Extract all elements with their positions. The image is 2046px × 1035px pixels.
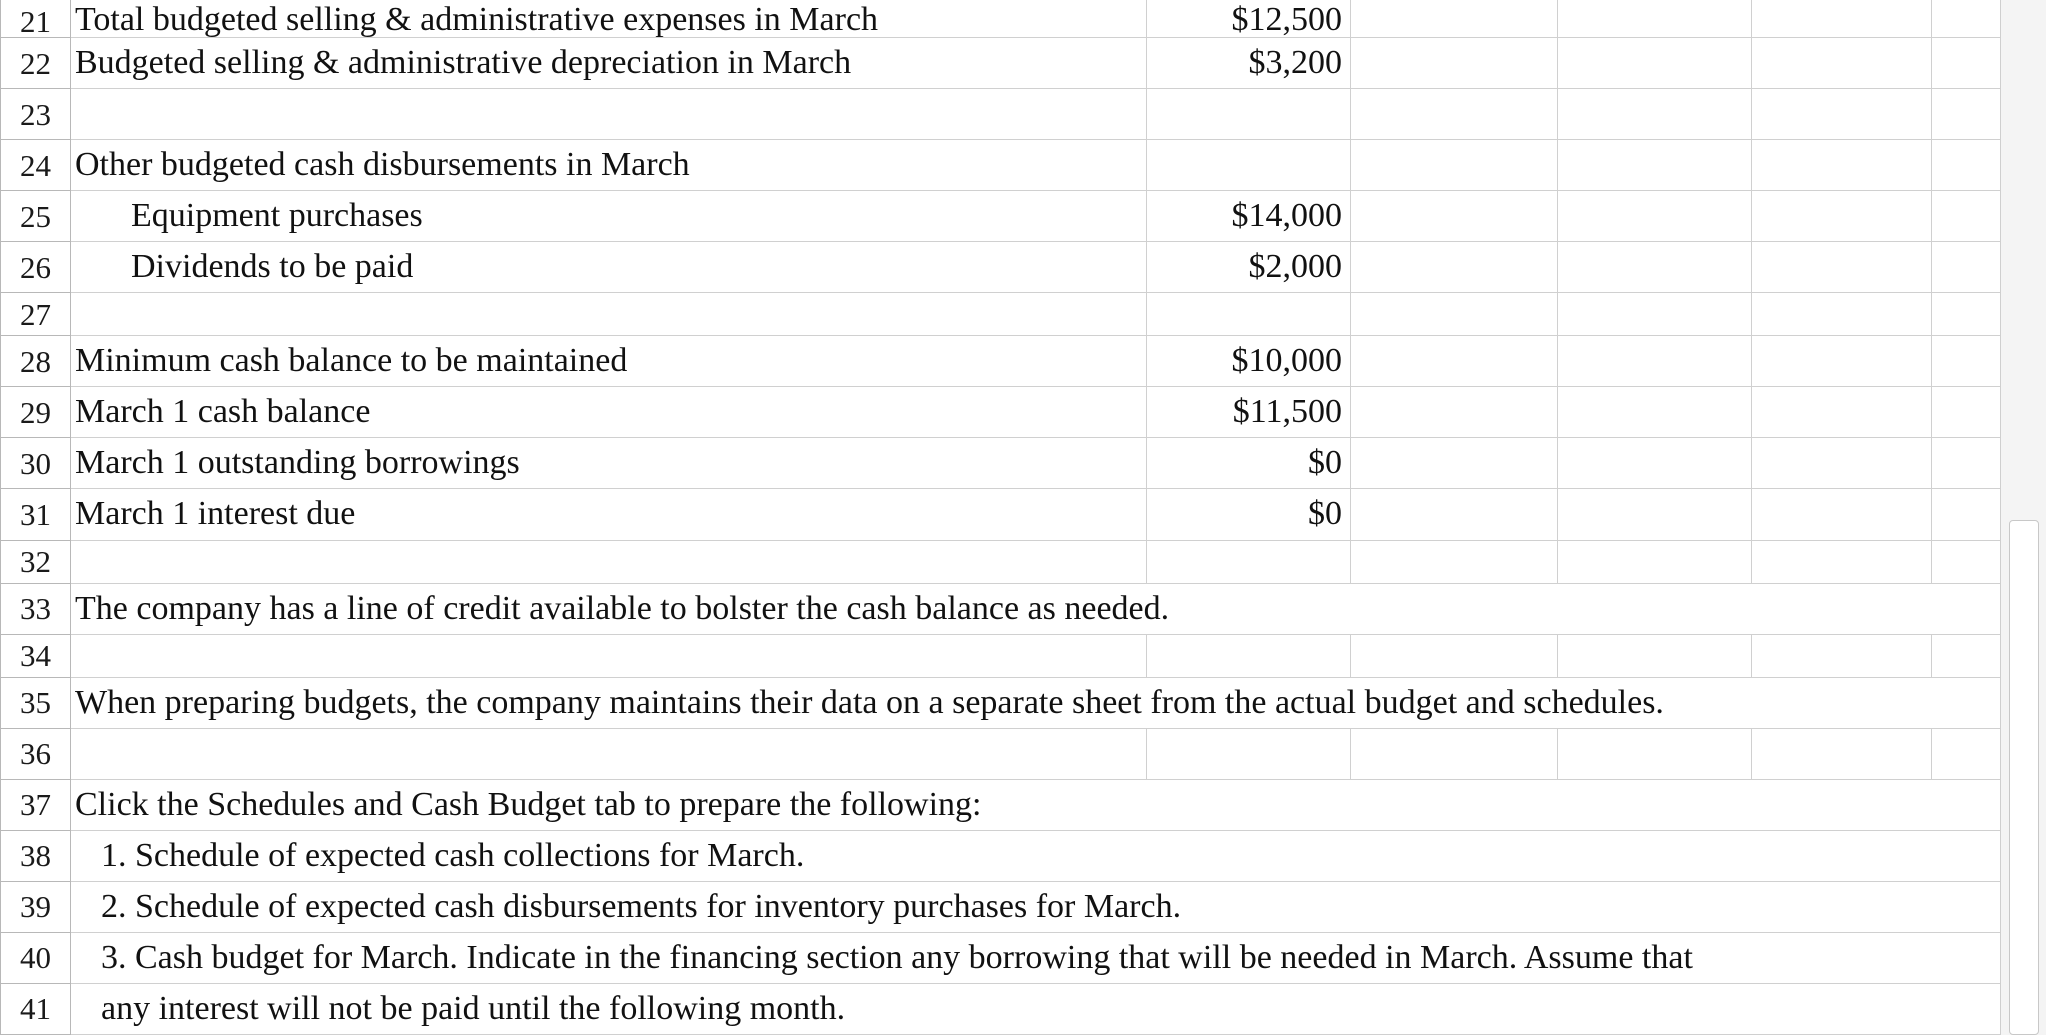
sheet-row (1, 932, 2001, 983)
cell-value[interactable]: $2,000 (1147, 242, 1351, 293)
cell-value[interactable] (1147, 728, 1351, 779)
row-header[interactable]: 35 (1, 677, 71, 728)
cell[interactable] (1932, 0, 2001, 38)
cell[interactable] (1558, 489, 1752, 540)
cell[interactable] (1932, 191, 2001, 242)
row-header[interactable]: 41 (1, 983, 71, 1034)
cell[interactable] (1351, 140, 1558, 191)
cell-label[interactable] (71, 728, 1147, 779)
cell-value[interactable]: $12,500 (1147, 0, 1351, 38)
cell[interactable] (1351, 489, 1558, 540)
sheet-row (1, 140, 2001, 191)
cell-label[interactable]: Total budgeted selling & administrative expenses in March (71, 0, 1147, 38)
sheet-row (1, 881, 2001, 932)
sheet-row (1, 89, 2001, 140)
cell-value[interactable] (1147, 293, 1351, 336)
cell-value[interactable]: $11,500 (1147, 387, 1351, 438)
cell[interactable] (1351, 438, 1558, 489)
cell[interactable] (1932, 489, 2001, 540)
cell[interactable] (1558, 293, 1752, 336)
cell-value[interactable] (1147, 634, 1351, 677)
cell-value[interactable]: $0 (1147, 438, 1351, 489)
row-header[interactable]: 40 (1, 932, 71, 983)
cell-label[interactable]: Click the Schedules and Cash Budget tab to prepare the following: (71, 779, 2001, 830)
cell[interactable] (1932, 89, 2001, 140)
sheet-row (1, 191, 2001, 242)
row-header[interactable]: 24 (1, 140, 71, 191)
cell[interactable] (1558, 140, 1752, 191)
row-header[interactable]: 31 (1, 489, 71, 540)
cell[interactable] (1752, 489, 1932, 540)
cell[interactable] (1351, 89, 1558, 140)
cell[interactable] (1351, 38, 1558, 89)
cell[interactable] (1558, 438, 1752, 489)
row-header[interactable]: 39 (1, 881, 71, 932)
cell[interactable] (1752, 140, 1932, 191)
cell[interactable] (1932, 293, 2001, 336)
cell[interactable] (1558, 89, 1752, 140)
cell[interactable] (1558, 0, 1752, 38)
cell-label[interactable]: When preparing budgets, the company maintains their data on a separate sheet from the actual budget and schedules. (71, 677, 2001, 728)
sheet-row (1, 540, 2001, 583)
cell[interactable] (1752, 336, 1932, 387)
cell[interactable] (1351, 336, 1558, 387)
cell-label[interactable] (71, 634, 1147, 677)
cell[interactable] (1558, 387, 1752, 438)
cell[interactable] (1558, 242, 1752, 293)
cell-label[interactable]: any interest will not be paid until the following month. (71, 983, 2001, 1034)
cell[interactable] (1351, 540, 1558, 583)
cell[interactable] (1752, 728, 1932, 779)
cell[interactable] (1932, 540, 2001, 583)
row-header[interactable]: 25 (1, 191, 71, 242)
cell[interactable] (1752, 634, 1932, 677)
cell[interactable] (1752, 242, 1932, 293)
cell-value[interactable]: $3,200 (1147, 38, 1351, 89)
cell[interactable] (1558, 634, 1752, 677)
cell-label[interactable]: March 1 cash balance (71, 387, 1147, 438)
sheet-row (1, 38, 2001, 89)
sheet-row (1, 983, 2001, 1034)
cell[interactable] (1558, 38, 1752, 89)
cell-label[interactable]: March 1 outstanding borrowings (71, 438, 1147, 489)
cell-label[interactable]: Budgeted selling & administrative depreciation in March (71, 38, 1147, 89)
cell-label[interactable] (71, 293, 1147, 336)
cell-label[interactable]: 3. Cash budget for March. Indicate in the financing section any borrowing that will be needed in March. Assume that (71, 932, 2001, 983)
row-header[interactable]: 37 (1, 779, 71, 830)
cell-label[interactable]: The company has a line of credit available to bolster the cash balance as needed. (71, 583, 2001, 634)
cell[interactable] (1558, 191, 1752, 242)
sheet-row (1, 583, 2001, 634)
row-header[interactable]: 22 (1, 38, 71, 89)
row-header[interactable]: 38 (1, 830, 71, 881)
cell[interactable] (1932, 242, 2001, 293)
cell[interactable] (1932, 38, 2001, 89)
sheet-row (1, 728, 2001, 779)
sheet-row (1, 830, 2001, 881)
sheet-row (1, 293, 2001, 336)
cell[interactable] (1351, 242, 1558, 293)
sheet-row (1, 779, 2001, 830)
row-header[interactable]: 28 (1, 336, 71, 387)
cell[interactable] (1351, 293, 1558, 336)
cell[interactable] (1351, 634, 1558, 677)
cell-value[interactable]: $14,000 (1147, 191, 1351, 242)
sheet-row (1, 0, 2001, 38)
vertical-scrollbar[interactable] (2000, 0, 2046, 1035)
cell[interactable] (1932, 387, 2001, 438)
cell[interactable] (1932, 634, 2001, 677)
cell[interactable] (1752, 89, 1932, 140)
cell-label[interactable]: Equipment purchases (71, 191, 1147, 242)
cell-label[interactable]: Other budgeted cash disbursements in March (71, 140, 1147, 191)
cell[interactable] (1558, 540, 1752, 583)
cell[interactable] (1752, 387, 1932, 438)
cell-label[interactable]: Dividends to be paid (71, 242, 1147, 293)
sheet-row (1, 634, 2001, 677)
cell-value[interactable]: $10,000 (1147, 336, 1351, 387)
row-header[interactable]: 32 (1, 540, 71, 583)
cell-label[interactable]: 2. Schedule of expected cash disbursements for inventory purchases for March. (71, 881, 2001, 932)
cell[interactable] (1752, 191, 1932, 242)
row-header[interactable]: 21 (1, 0, 71, 38)
cell-label[interactable]: March 1 interest due (71, 489, 1147, 540)
cell[interactable] (1932, 336, 2001, 387)
sheet-row (1, 677, 2001, 728)
row-header[interactable]: 29 (1, 387, 71, 438)
cell[interactable] (1932, 728, 2001, 779)
cell-label[interactable]: Minimum cash balance to be maintained (71, 336, 1147, 387)
sheet-row (1, 242, 2001, 293)
cell-value[interactable] (1147, 540, 1351, 583)
cell[interactable] (1351, 191, 1558, 242)
row-header[interactable]: 23 (1, 89, 71, 140)
sheet-row (1, 387, 2001, 438)
cell[interactable] (1752, 293, 1932, 336)
cell[interactable] (1752, 0, 1932, 38)
row-header[interactable]: 26 (1, 242, 71, 293)
sheet-row (1, 438, 2001, 489)
row-header[interactable]: 34 (1, 634, 71, 677)
cell[interactable] (1351, 0, 1558, 38)
cell[interactable] (1558, 336, 1752, 387)
cell[interactable] (1351, 387, 1558, 438)
cell-label[interactable] (71, 540, 1147, 583)
row-header[interactable]: 33 (1, 583, 71, 634)
sheet-row (1, 336, 2001, 387)
cell[interactable] (1752, 438, 1932, 489)
cell[interactable] (1351, 728, 1558, 779)
cell-value[interactable]: $0 (1147, 489, 1351, 540)
cell-value[interactable] (1147, 140, 1351, 191)
cell[interactable] (1558, 728, 1752, 779)
cell[interactable] (1752, 540, 1932, 583)
cell[interactable] (1932, 140, 2001, 191)
cell-label[interactable] (71, 89, 1147, 140)
row-header[interactable]: 27 (1, 293, 71, 336)
sheet-row (1, 489, 2001, 540)
row-header[interactable]: 30 (1, 438, 71, 489)
scrollbar-thumb[interactable] (2009, 520, 2039, 1035)
cell[interactable] (1932, 438, 2001, 489)
cell[interactable] (1752, 38, 1932, 89)
cell-label[interactable]: 1. Schedule of expected cash collections for March. (71, 830, 2001, 881)
cell-value[interactable] (1147, 89, 1351, 140)
row-header[interactable]: 36 (1, 728, 71, 779)
